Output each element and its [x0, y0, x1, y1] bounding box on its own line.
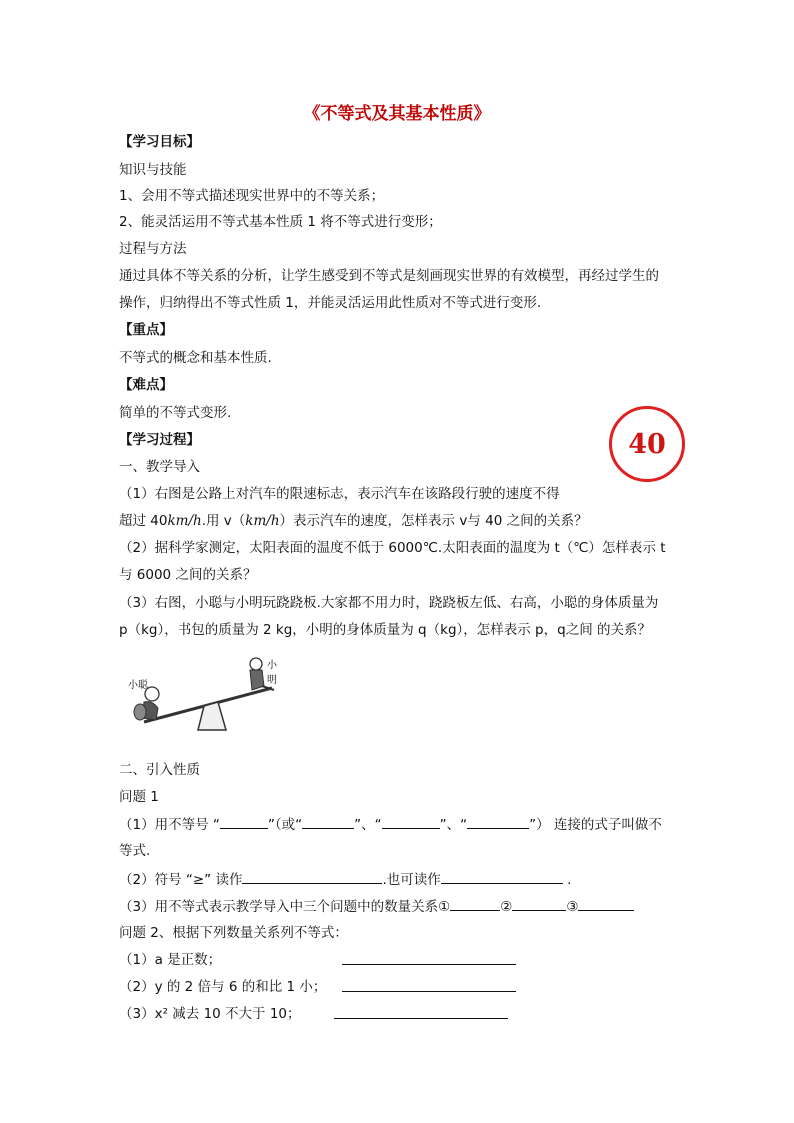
p1-2-text-b: .也可读作 — [382, 872, 441, 888]
page-title: 《不等式及其基本性质》 — [303, 104, 491, 124]
question-2-line-1: （2）据科学家测定，太阳表面的温度不低于 6000℃.太阳表面的温度为 t（℃）怎样表示 t — [119, 540, 666, 556]
problem-2-answer-2[interactable] — [342, 977, 516, 998]
difficulty-heading: 【难点】 — [119, 377, 173, 393]
blank-1[interactable] — [220, 814, 268, 829]
problem-1-item-1-continued: 等式. — [119, 843, 151, 859]
label-xiaoming: 小明 — [267, 660, 277, 686]
process-text-1: 通过具体不等关系的分析，让学生感受到不等式是刻画现实世界的有效模型，再经过学生的 — [119, 268, 659, 284]
q1-text-a: 超过 40 — [119, 513, 168, 529]
xiaoming-head — [250, 658, 262, 670]
seesaw-drawing — [122, 650, 282, 740]
learning-process-heading: 【学习过程】 — [119, 432, 200, 448]
focus-heading: 【重点】 — [119, 322, 173, 338]
difficulty-text: 简单的不等式变形. — [119, 405, 232, 421]
p1-1-text-e: ”） 连接的式子叫做不 — [529, 817, 662, 833]
problem-1-heading: 问题 1 — [119, 789, 159, 805]
focus-text: 不等式的概念和基本性质. — [119, 350, 272, 366]
process-heading: 过程与方法 — [119, 241, 187, 257]
blank-6[interactable] — [441, 869, 563, 884]
p2-2-text: （2）y 的 2 倍与 6 的和比 1 小； — [119, 979, 327, 995]
intro-heading: 一、教学导入 — [119, 459, 200, 475]
process-text-2: 操作，归纳得出不等式性质 1，并能灵活运用此性质对不等式进行变形. — [119, 295, 542, 311]
label-xiaocong: 小聪 — [128, 680, 148, 691]
p1-2-text-a: （2）符号 “≥” 读作 — [119, 872, 243, 888]
blank-11[interactable] — [342, 977, 516, 992]
problem-2-item-3 — [119, 1004, 301, 1024]
speed-limit-value: 40 — [628, 428, 666, 460]
question-2-line-2: 与 6000 之间的关系？ — [119, 567, 257, 583]
problem-2-item-2 — [119, 977, 326, 997]
q1-text-b: .用 v（ — [201, 513, 246, 529]
question-3-line-1: （3）右图，小聪与小明玩跷跷板.大家都不用力时，跷跷板左低、右高，小聪的身体质量为 — [119, 595, 659, 611]
problem-2-answer-1[interactable] — [342, 950, 516, 971]
blank-8[interactable] — [512, 896, 566, 911]
objective-1: 1、会用不等式描述现实世界中的不等关系； — [119, 188, 385, 204]
blank-7[interactable] — [450, 896, 500, 911]
p1-3-text-a: （3）用不等式表示教学导入中三个问题中的数量关系① — [119, 899, 451, 915]
objective-2: 2、能灵活运用不等式基本性质 1 将不等式进行变形； — [119, 214, 442, 230]
q1-unit-a: km/h — [167, 513, 202, 529]
p1-1-text-d: ”、“ — [439, 817, 468, 833]
problem-1-item-1 — [119, 814, 662, 835]
p1-1-text-b: ”（或“ — [267, 817, 303, 833]
knowledge-heading: 知识与技能 — [119, 162, 187, 178]
problem-2-answer-3[interactable] — [334, 1004, 508, 1025]
q1-unit-b: km/h — [245, 513, 280, 529]
objectives-heading: 【学习目标】 — [119, 134, 200, 150]
p1-1-text-a: （1）用不等号 “ — [119, 817, 220, 833]
blank-3[interactable] — [382, 814, 440, 829]
blank-4[interactable] — [467, 814, 529, 829]
question-1-line-1: （1）右图是公路上对汽车的限速标志，表示汽车在该路段行驶的速度不得 — [119, 486, 560, 502]
speed-limit-sign — [609, 406, 685, 482]
problem-1-item-2 — [119, 869, 571, 890]
schoolbag — [134, 704, 146, 720]
p2-1-text: （1）a 是正数； — [119, 952, 222, 968]
blank-10[interactable] — [342, 950, 516, 965]
circle-2: ② — [500, 899, 513, 915]
blank-5[interactable] — [242, 869, 382, 884]
problem-2-heading: 问题 2、根据下列数量关系列不等式： — [119, 925, 348, 941]
p2-3-text: （3）x² 减去 10 不大于 10； — [119, 1006, 301, 1022]
p1-1-text-c: ”、“ — [354, 817, 382, 833]
blank-2[interactable] — [302, 814, 354, 829]
blank-9[interactable] — [578, 896, 634, 911]
p1-2-text-c: . — [562, 872, 572, 888]
problem-1-item-3 — [119, 896, 634, 917]
properties-heading: 二、引入性质 — [119, 762, 200, 778]
circle-3: ③ — [566, 899, 579, 915]
problem-2-item-1 — [119, 950, 221, 970]
blank-12[interactable] — [334, 1004, 508, 1019]
q1-text-c: ）表示汽车的速度，怎样表示 v与 40 之间的关系？ — [279, 513, 588, 529]
question-3-line-2: p（kg），书包的质量为 2 kg，小明的身体质量为 q（kg），怎样表示 p，q之间 的关系？ — [119, 622, 651, 638]
seesaw-illustration — [122, 650, 282, 740]
question-1-line-2 — [119, 511, 588, 531]
